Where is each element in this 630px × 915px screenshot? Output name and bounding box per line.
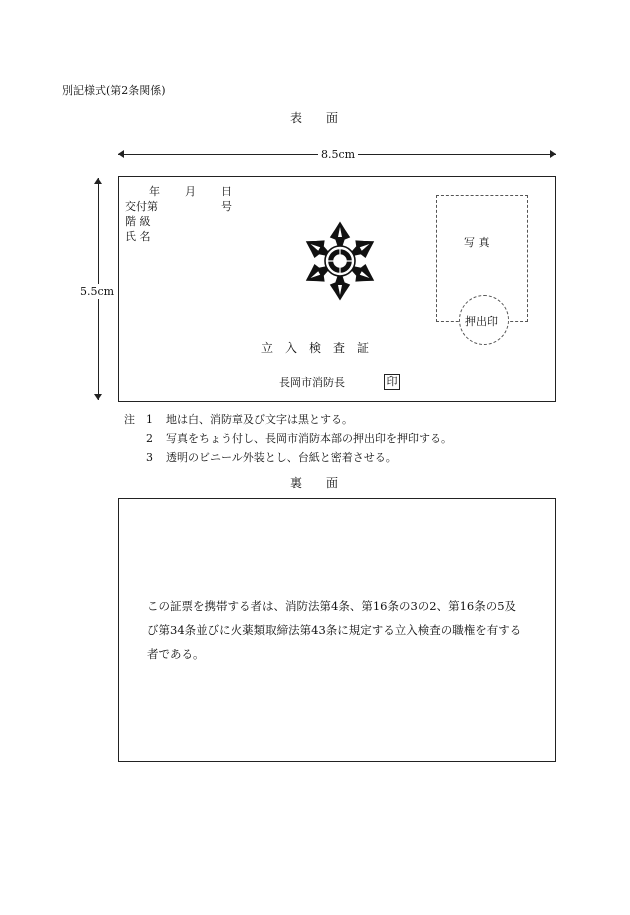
card-back [118, 498, 556, 762]
width-dimension-label: 8.5cm [318, 149, 358, 160]
note-1-number: 1 [146, 413, 153, 426]
arrow-down-icon [93, 394, 104, 404]
date-day-label: 日 [221, 185, 232, 198]
height-dimension-label: 5.5cm [80, 285, 115, 298]
rank-label: 階 級 [125, 215, 151, 228]
note-1-text: 地は白、消防章及び文字は黒とする。 [166, 413, 353, 426]
note-3-text: 透明のビニール外装とし、台紙と密着させる。 [166, 451, 397, 464]
issue-number-label: 交付第 [125, 200, 158, 213]
issuer-name: 長岡市消防長 [279, 376, 345, 389]
note-3-number: 3 [146, 451, 153, 464]
card-front [118, 176, 556, 402]
official-stamp-icon: 印 [384, 374, 400, 390]
authority-text-line-1: この証票を携帯する者は、消防法第4条、第16条の3の2、第16条の5及 [147, 599, 517, 613]
issue-number-suffix: 号 [221, 200, 232, 213]
authority-text-line-2: び第34条並びに火薬類取締法第43条に規定する立入検査の職権を有する [147, 623, 522, 637]
date-month-label: 月 [185, 185, 196, 198]
embossed-seal [459, 295, 509, 345]
front-heading: 表 面 [290, 111, 339, 125]
form-title: 別記様式(第2条関係) [62, 84, 166, 97]
card-title: 立 入 検 査 証 [261, 341, 370, 355]
arrow-up-icon [93, 174, 104, 184]
arrow-right-icon [550, 149, 560, 160]
notes-prefix: 注 [124, 413, 135, 426]
note-2-number: 2 [146, 432, 153, 445]
arrow-left-icon [114, 149, 124, 160]
back-heading: 裏 面 [290, 476, 339, 490]
authority-text-line-3: 者である。 [147, 647, 205, 661]
name-label: 氏 名 [125, 230, 151, 243]
seal-label: 押出印 [465, 315, 498, 328]
date-year-label: 年 [149, 185, 160, 198]
note-2-text: 写真をちょう付し、長岡市消防本部の押出印を押印する。 [166, 432, 452, 445]
photo-label: 写 真 [464, 236, 490, 249]
fire-department-emblem-icon [295, 219, 385, 303]
